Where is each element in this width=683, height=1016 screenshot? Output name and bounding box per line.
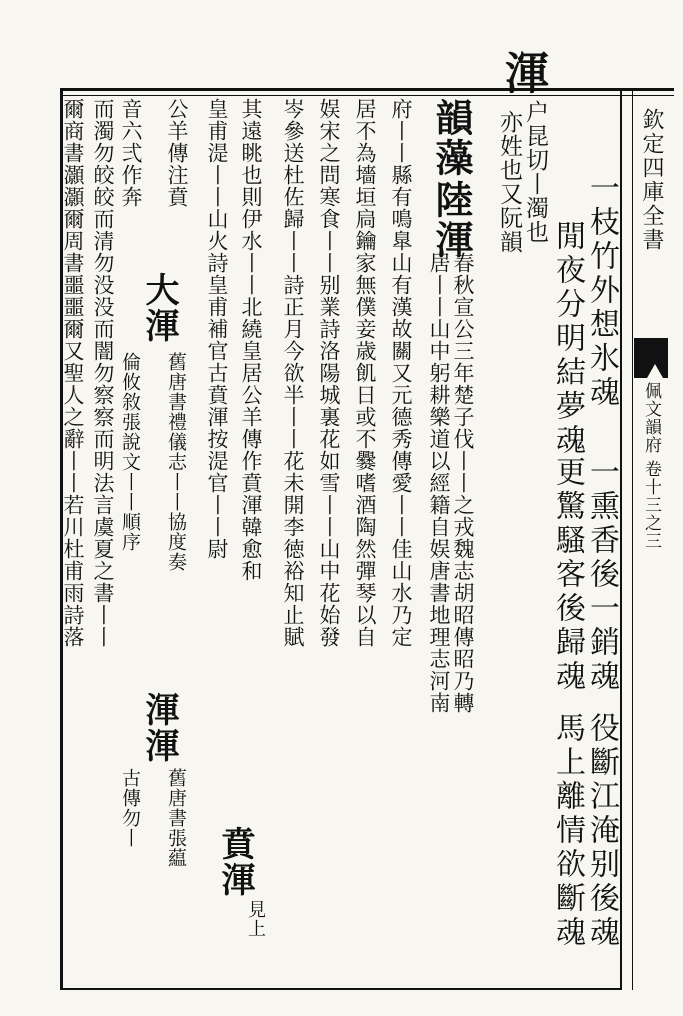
entry-phrase-head: 大渾: [139, 272, 179, 344]
verse-line: 馬上離情欲斷魂: [550, 712, 585, 950]
text-column: 爾商書灝灝爾周書噩噩爾又聖人之辭丨丨若川杜甫雨詩落: [61, 98, 85, 648]
entry-phrase-head: 渾渾: [139, 692, 179, 764]
entry-note: 居丨丨山中躬耕樂道以經籍自娱唐書地理志河南: [427, 252, 451, 714]
verse-line: 一枝竹外想氷魂: [584, 172, 619, 410]
verse-line: 閒夜分明結夢魂: [550, 220, 585, 458]
pronunciation-note: 户昆切丨濁也: [522, 100, 548, 244]
entry-phrase-head: 賁渾: [215, 826, 255, 898]
frame-bottom-border: [60, 988, 620, 990]
text-column: 其遠眺也則伊水丨丨北繞皇居公羊傳作賁渾韓愈和: [239, 98, 263, 582]
fish-tail-notch: [647, 364, 663, 378]
entry-note: 舊唐書禮儀志丨丨協度奏: [165, 352, 187, 572]
cross-reference: 見上: [245, 900, 266, 938]
text-column: 音六弍作奔: [119, 98, 143, 208]
verse-line: 役斷江淹别後魂: [584, 712, 619, 950]
spine-divider-inner: [632, 90, 633, 990]
text-column: 而濁勿皎皎而清勿没没而闇勿察察而明法言虞夏之書丨丨: [91, 98, 115, 648]
spine-divider: [620, 90, 622, 990]
spine-book: 佩文韻府: [641, 382, 661, 454]
frame-top-border: [62, 88, 674, 91]
entry-note: 春秋宣公三年楚子伐丨丨之戎魏志胡昭傳昭乃轉: [451, 252, 475, 714]
entry-note: 倫攸敘張說文丨丨順序: [119, 352, 141, 552]
verse-line: 一熏香後一銷魂: [584, 456, 619, 694]
text-column: 府丨丨縣有鳴臯山有漢故關又元德秀傳愛丨丨佳山水乃定: [389, 98, 413, 648]
entry-head-character: 渾: [497, 50, 548, 96]
frame-top-inner-border: [62, 95, 674, 96]
section-head-yunzao: 韻藻: [429, 98, 474, 178]
spine-volume: 卷十三之三: [641, 460, 661, 550]
spine-title: 欽定四庫全書: [639, 108, 664, 252]
text-column: 居不為墻垣扃鑰家無僕妾歳飢日或不爨嗜酒陶然彈琴以自: [353, 98, 377, 648]
text-column: 皇甫湜丨丨山火詩皇甫補官古賁渾按湜官丨丨尉: [205, 98, 229, 560]
entry-note: 亦姓也又阮韻: [496, 110, 522, 254]
entry-note: 舊唐書張藴: [165, 768, 187, 868]
text-column: 岑參送杜佐歸丨丨詩正月今欲半丨丨花未開李徳裕知止賦: [281, 98, 305, 648]
text-column: 娱宋之問寒食丨丨别業詩洛陽城裏花如雪丨丨山中花始發: [317, 98, 341, 648]
text-column: 公羊傳注賁: [165, 98, 189, 208]
verse-line: 更驚騷客後歸魂: [550, 456, 585, 694]
entry-phrase-head: 陸渾: [429, 180, 474, 260]
entry-note: 古傳勿丨: [119, 768, 141, 848]
